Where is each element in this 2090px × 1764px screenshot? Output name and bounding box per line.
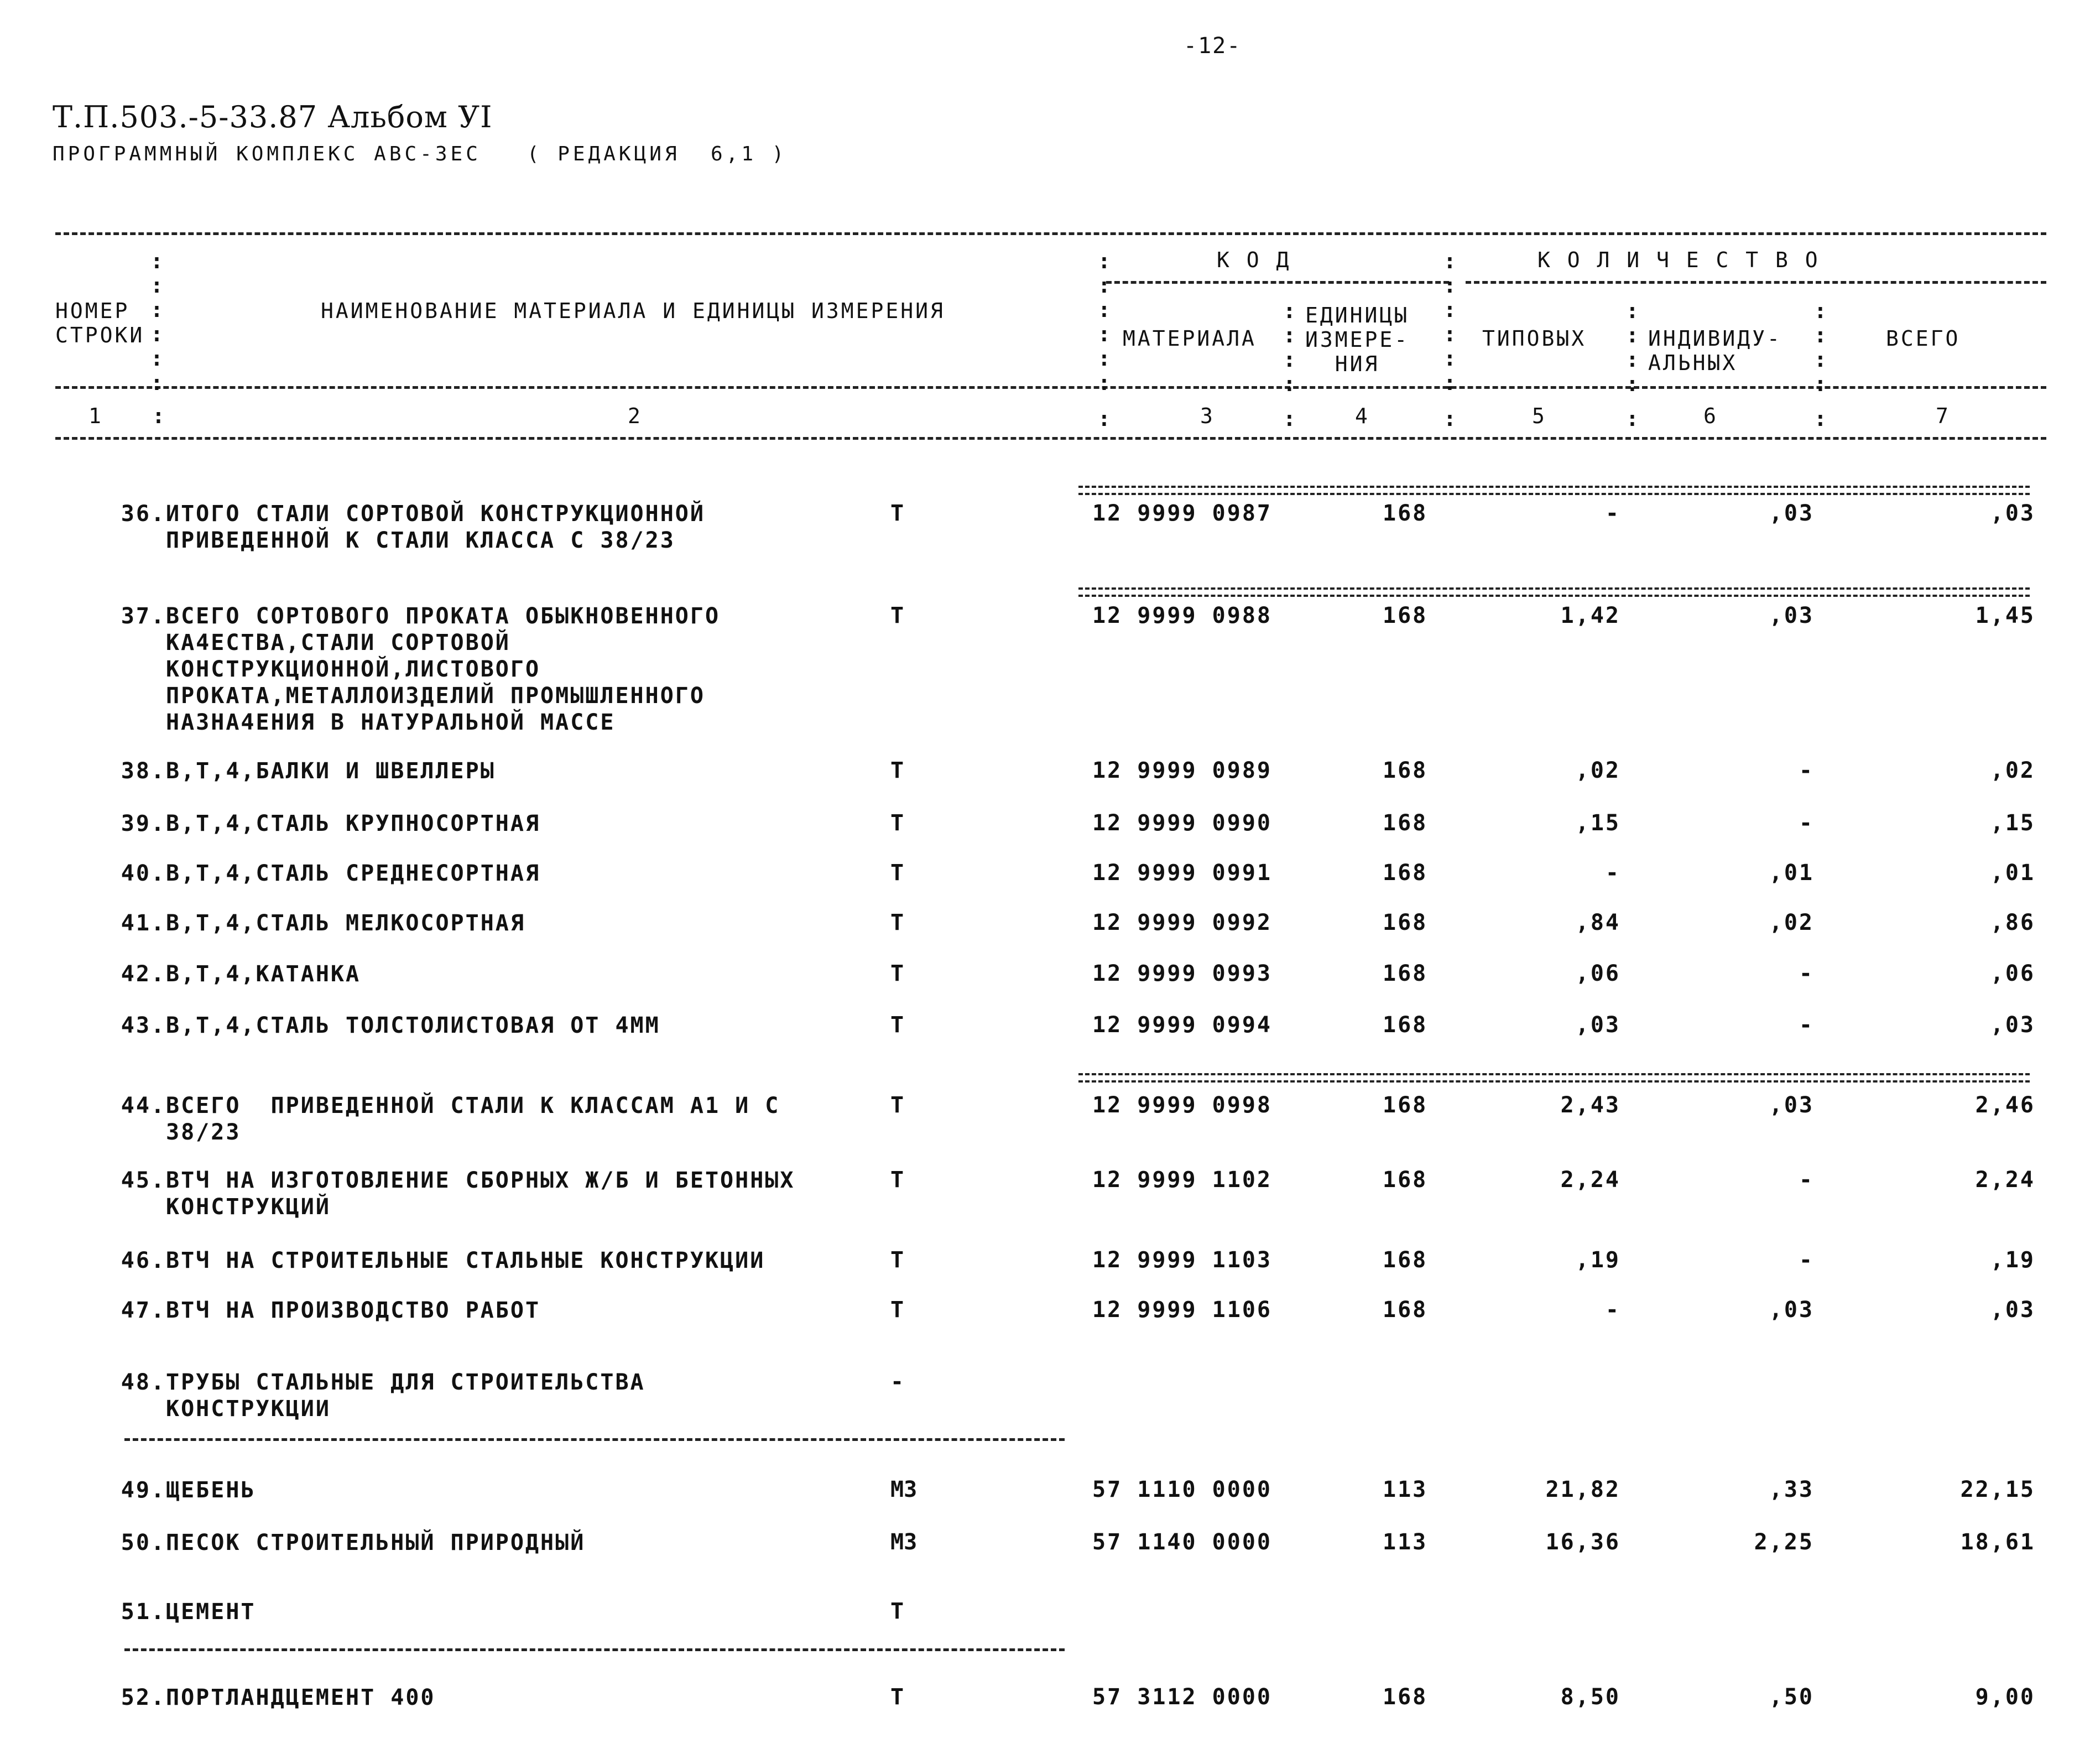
row-number: 44. bbox=[121, 1093, 166, 1118]
unit-of-measure: Т bbox=[890, 1297, 904, 1323]
qty-individual: ,33 bbox=[1769, 1477, 1814, 1502]
qty-total: ,01 bbox=[1990, 860, 2035, 886]
unit-code: 113 bbox=[1383, 1477, 1428, 1502]
total-separator bbox=[1078, 587, 2030, 597]
row-number: 52. bbox=[121, 1685, 166, 1710]
row-number: 36. bbox=[121, 501, 166, 527]
material-code: 12 9999 0998 bbox=[1092, 1092, 1272, 1118]
qty-typical: 1,42 bbox=[1560, 603, 1620, 628]
qty-total: 9,00 bbox=[1975, 1684, 2035, 1710]
unit-of-measure: Т bbox=[890, 910, 904, 935]
group-separator bbox=[124, 1438, 1065, 1441]
unit-of-measure: - bbox=[890, 1369, 904, 1394]
material-code: 12 9999 0988 bbox=[1092, 603, 1272, 628]
qty-individual: ,01 bbox=[1769, 860, 1814, 886]
qty-typical: 8,50 bbox=[1560, 1684, 1620, 1710]
material-code: 12 9999 1103 bbox=[1092, 1247, 1272, 1273]
unit-of-measure: Т bbox=[890, 860, 904, 886]
qty-individual: ,03 bbox=[1769, 501, 1814, 526]
unit-of-measure: Т bbox=[890, 961, 904, 986]
qty-total: 18,61 bbox=[1960, 1529, 2035, 1555]
column-number-separators: : bbox=[1814, 407, 1827, 431]
header-bottom-rule bbox=[55, 386, 2046, 389]
unit-code: 168 bbox=[1383, 810, 1428, 836]
row-number: 37. bbox=[121, 603, 166, 629]
header-name: НАИМЕНОВАНИЕ МАТЕРИАЛА И ЕДИНИЦЫ ИЗМЕРЕНИЯ bbox=[321, 299, 945, 323]
column-number: 1 bbox=[88, 404, 103, 428]
qty-individual: - bbox=[1799, 758, 1814, 783]
qty-total: ,03 bbox=[1990, 1012, 2035, 1038]
column-number: 3 bbox=[1200, 404, 1215, 428]
column-number-separators: : bbox=[1098, 407, 1111, 431]
material-name: ТРУБЫ СТАЛЬНЫЕ ДЛЯ СТРОИТЕЛЬСТВА КОНСТРУКЦИИ bbox=[166, 1370, 645, 1422]
unit-of-measure: Т bbox=[890, 1092, 904, 1118]
unit-of-measure: Т bbox=[890, 1247, 904, 1273]
document-subtitle: ПРОГРАММНЫЙ КОМПЛЕКС АВС-3ЕС ( РЕДАКЦИЯ 6,1 ) bbox=[53, 143, 788, 165]
unit-of-measure: Т bbox=[890, 501, 904, 526]
header-separators-mid: : : : : bbox=[1283, 299, 1296, 396]
code-group-rule bbox=[1106, 281, 1449, 284]
unit-of-measure: Т bbox=[890, 1684, 904, 1710]
header-code-material: МАТЕРИАЛА bbox=[1123, 326, 1257, 351]
header-separators-typ: : : : : bbox=[1626, 299, 1639, 396]
qty-total: 1,45 bbox=[1975, 603, 2035, 628]
qty-typical: 2,43 bbox=[1560, 1092, 1620, 1118]
material-name: В,Т,4,БАЛКИ И ШВЕЛЛЕРЫ bbox=[166, 758, 496, 784]
unit-of-measure: Т bbox=[890, 1599, 904, 1624]
total-separator bbox=[1078, 486, 2030, 495]
row-number: 49. bbox=[121, 1477, 166, 1503]
column-number-separators: : bbox=[1283, 407, 1296, 431]
row-number: 41. bbox=[121, 910, 166, 936]
column-number-separators: : bbox=[1626, 407, 1639, 431]
material-code: 57 3112 0000 bbox=[1092, 1684, 1272, 1710]
header-row-no: НОМЕР СТРОКИ bbox=[55, 299, 145, 347]
qty-typical: ,03 bbox=[1575, 1012, 1620, 1038]
qty-individual: ,50 bbox=[1769, 1684, 1814, 1710]
qty-typical: 16,36 bbox=[1545, 1529, 1620, 1555]
unit-of-measure: Т bbox=[890, 1012, 904, 1038]
material-name: ВТЧ НА ИЗГОТОВЛЕНИЕ СБОРНЫХ Ж/Б И БЕТОННЫХ КОНСТРУКЦИЙ bbox=[166, 1168, 795, 1220]
material-name: ИТОГО СТАЛИ СОРТОВОЙ КОНСТРУКЦИОННОЙ ПРИВЕДЕННОЙ К СТАЛИ КЛАССА С 38/23 bbox=[166, 501, 705, 553]
header-separators: : : : : : : bbox=[150, 249, 163, 395]
column-number: 6 bbox=[1703, 404, 1718, 428]
unit-code: 168 bbox=[1383, 1247, 1428, 1273]
row-number: 38. bbox=[121, 758, 166, 784]
qty-total: ,15 bbox=[1990, 810, 2035, 836]
material-code: 57 1110 0000 bbox=[1092, 1477, 1272, 1502]
header-code-unit: ЕДИНИЦЫ ИЗМЕРЕ- НИЯ bbox=[1305, 303, 1410, 376]
material-code: 57 1140 0000 bbox=[1092, 1529, 1272, 1555]
unit-code: 168 bbox=[1383, 1297, 1428, 1323]
qty-typical: 2,24 bbox=[1560, 1167, 1620, 1193]
qty-typical: ,15 bbox=[1575, 810, 1620, 836]
unit-code: 168 bbox=[1383, 961, 1428, 986]
unit-of-measure: Т bbox=[890, 603, 904, 628]
material-code: 12 9999 0990 bbox=[1092, 810, 1272, 836]
row-number: 50. bbox=[121, 1530, 166, 1555]
page-number: -12- bbox=[1184, 33, 1242, 59]
unit-of-measure: М3 bbox=[890, 1529, 918, 1555]
row-number: 45. bbox=[121, 1168, 166, 1193]
unit-code: 168 bbox=[1383, 501, 1428, 526]
qty-individual: ,02 bbox=[1769, 910, 1814, 935]
material-name: В,Т,4,СТАЛЬ МЕЛКОСОРТНАЯ bbox=[166, 910, 525, 936]
material-name: В,Т,4,СТАЛЬ ТОЛСТОЛИСТОВАЯ ОТ 4ММ bbox=[166, 1013, 660, 1038]
material-code: 12 9999 1106 bbox=[1092, 1297, 1272, 1323]
material-name: ВТЧ НА СТРОИТЕЛЬНЫЕ СТАЛЬНЫЕ КОНСТРУКЦИИ bbox=[166, 1248, 765, 1273]
qty-typical: - bbox=[1605, 501, 1620, 526]
column-number: 5 bbox=[1532, 404, 1547, 428]
qty-individual: - bbox=[1799, 1012, 1814, 1038]
material-code: 12 9999 0993 bbox=[1092, 961, 1272, 986]
row-number: 39. bbox=[121, 811, 166, 836]
material-code: 12 9999 0991 bbox=[1092, 860, 1272, 886]
qty-individual: - bbox=[1799, 1167, 1814, 1193]
qty-total: ,19 bbox=[1990, 1247, 2035, 1273]
material-code: 12 9999 0989 bbox=[1092, 758, 1272, 783]
unit-code: 168 bbox=[1383, 1092, 1428, 1118]
total-separator bbox=[1078, 1073, 2030, 1083]
qty-individual: - bbox=[1799, 961, 1814, 986]
row-number: 46. bbox=[121, 1248, 166, 1273]
document-title: Т.П.503.-5-33.87 Альбом УI bbox=[53, 100, 493, 134]
unit-code: 168 bbox=[1383, 910, 1428, 935]
material-name: ЩЕБЕНЬ bbox=[166, 1477, 256, 1503]
header-qty-total: ВСЕГО bbox=[1886, 326, 1961, 351]
qty-typical: - bbox=[1605, 860, 1620, 886]
qty-total: ,03 bbox=[1990, 1297, 2035, 1323]
header-separators-ind: : : : : bbox=[1814, 299, 1827, 396]
material-name: ВСЕГО СОРТОВОГО ПРОКАТА ОБЫКНОВЕННОГО КА4ЕСТВА,СТАЛИ СОРТОВОЙ КОНСТРУКЦИОННОЙ,ЛИСТОВОГО ПРОКАТА,МЕТАЛЛОИЗДЕЛИЙ ПРОМЫШЛЕННОГО НАЗНА4ЕНИЯ В НАТУРАЛЬНОЙ МАССЕ bbox=[166, 603, 721, 735]
column-number: 2 bbox=[628, 404, 643, 428]
material-name: В,Т,4,СТАЛЬ КРУПНОСОРТНАЯ bbox=[166, 811, 541, 836]
material-code: 12 9999 0987 bbox=[1092, 501, 1272, 526]
qty-total: ,03 bbox=[1990, 501, 2035, 526]
row-number: 51. bbox=[121, 1599, 166, 1625]
material-name: В,Т,4,СТАЛЬ СРЕДНЕСОРТНАЯ bbox=[166, 861, 541, 886]
qty-individual: ,03 bbox=[1769, 1297, 1814, 1323]
header-qty-group: К О Л И Ч Е С Т В О bbox=[1537, 248, 1820, 272]
qty-typical: - bbox=[1605, 1297, 1620, 1323]
row-number: 40. bbox=[121, 861, 166, 886]
material-name: ВСЕГО ПРИВЕДЕННОЙ СТАЛИ К КЛАССАМ А1 И С 38/23 bbox=[166, 1093, 780, 1145]
qty-individual: - bbox=[1799, 1247, 1814, 1273]
row-number: 47. bbox=[121, 1298, 166, 1323]
qty-typical: ,06 bbox=[1575, 961, 1620, 986]
material-code: 12 9999 0994 bbox=[1092, 1012, 1272, 1038]
material-name: ПОРТЛАНДЦЕМЕНТ 400 bbox=[166, 1685, 436, 1710]
unit-code: 113 bbox=[1383, 1529, 1428, 1555]
unit-of-measure: Т bbox=[890, 810, 904, 836]
qty-total: 22,15 bbox=[1960, 1477, 2035, 1502]
header-qty-typical: ТИПОВЫХ bbox=[1482, 326, 1587, 351]
row-number: 48. bbox=[121, 1370, 166, 1395]
qty-total: 2,24 bbox=[1975, 1167, 2035, 1193]
column-number-separators: : bbox=[1443, 407, 1456, 431]
unit-code: 168 bbox=[1383, 603, 1428, 628]
qty-group-rule bbox=[1466, 281, 2046, 284]
column-number-separators: : bbox=[152, 404, 165, 428]
unit-of-measure: Т bbox=[890, 758, 904, 783]
header-qty-individual: ИНДИВИДУ- АЛЬНЫХ bbox=[1648, 326, 1782, 375]
material-code: 12 9999 1102 bbox=[1092, 1167, 1272, 1193]
qty-total: ,06 bbox=[1990, 961, 2035, 986]
unit-code: 168 bbox=[1383, 860, 1428, 886]
column-number: 7 bbox=[1936, 404, 1951, 428]
qty-typical: 21,82 bbox=[1545, 1477, 1620, 1502]
unit-code: 168 bbox=[1383, 758, 1428, 783]
qty-typical: ,84 bbox=[1575, 910, 1620, 935]
group-separator bbox=[124, 1648, 1065, 1651]
row-number: 42. bbox=[121, 961, 166, 987]
column-numbers-rule bbox=[55, 437, 2046, 440]
header-code-group: К О Д bbox=[1217, 248, 1291, 272]
header-top-rule bbox=[55, 232, 2046, 235]
qty-individual: ,03 bbox=[1769, 603, 1814, 628]
unit-of-measure: Т bbox=[890, 1167, 904, 1193]
qty-total: ,02 bbox=[1990, 758, 2035, 783]
qty-typical: ,02 bbox=[1575, 758, 1620, 783]
qty-total: 2,46 bbox=[1975, 1092, 2035, 1118]
column-number: 4 bbox=[1355, 404, 1370, 428]
qty-typical: ,19 bbox=[1575, 1247, 1620, 1273]
qty-individual: ,03 bbox=[1769, 1092, 1814, 1118]
header-separators-qty: : : : : : : bbox=[1443, 249, 1456, 395]
qty-total: ,86 bbox=[1990, 910, 2035, 935]
material-code: 12 9999 0992 bbox=[1092, 910, 1272, 935]
row-number: 43. bbox=[121, 1013, 166, 1038]
qty-individual: - bbox=[1799, 810, 1814, 836]
unit-code: 168 bbox=[1383, 1012, 1428, 1038]
header-separators-code: : : : : : : bbox=[1098, 249, 1111, 395]
material-name: ПЕСОК СТРОИТЕЛЬНЫЙ ПРИРОДНЫЙ bbox=[166, 1530, 586, 1555]
qty-individual: 2,25 bbox=[1754, 1529, 1814, 1555]
material-name: ВТЧ НА ПРОИЗВОДСТВО РАБОТ bbox=[166, 1298, 541, 1323]
unit-code: 168 bbox=[1383, 1684, 1428, 1710]
material-name: В,Т,4,КАТАНКА bbox=[166, 961, 361, 987]
unit-of-measure: М3 bbox=[890, 1477, 918, 1502]
material-name: ЦЕМЕНТ bbox=[166, 1599, 256, 1625]
unit-code: 168 bbox=[1383, 1167, 1428, 1193]
